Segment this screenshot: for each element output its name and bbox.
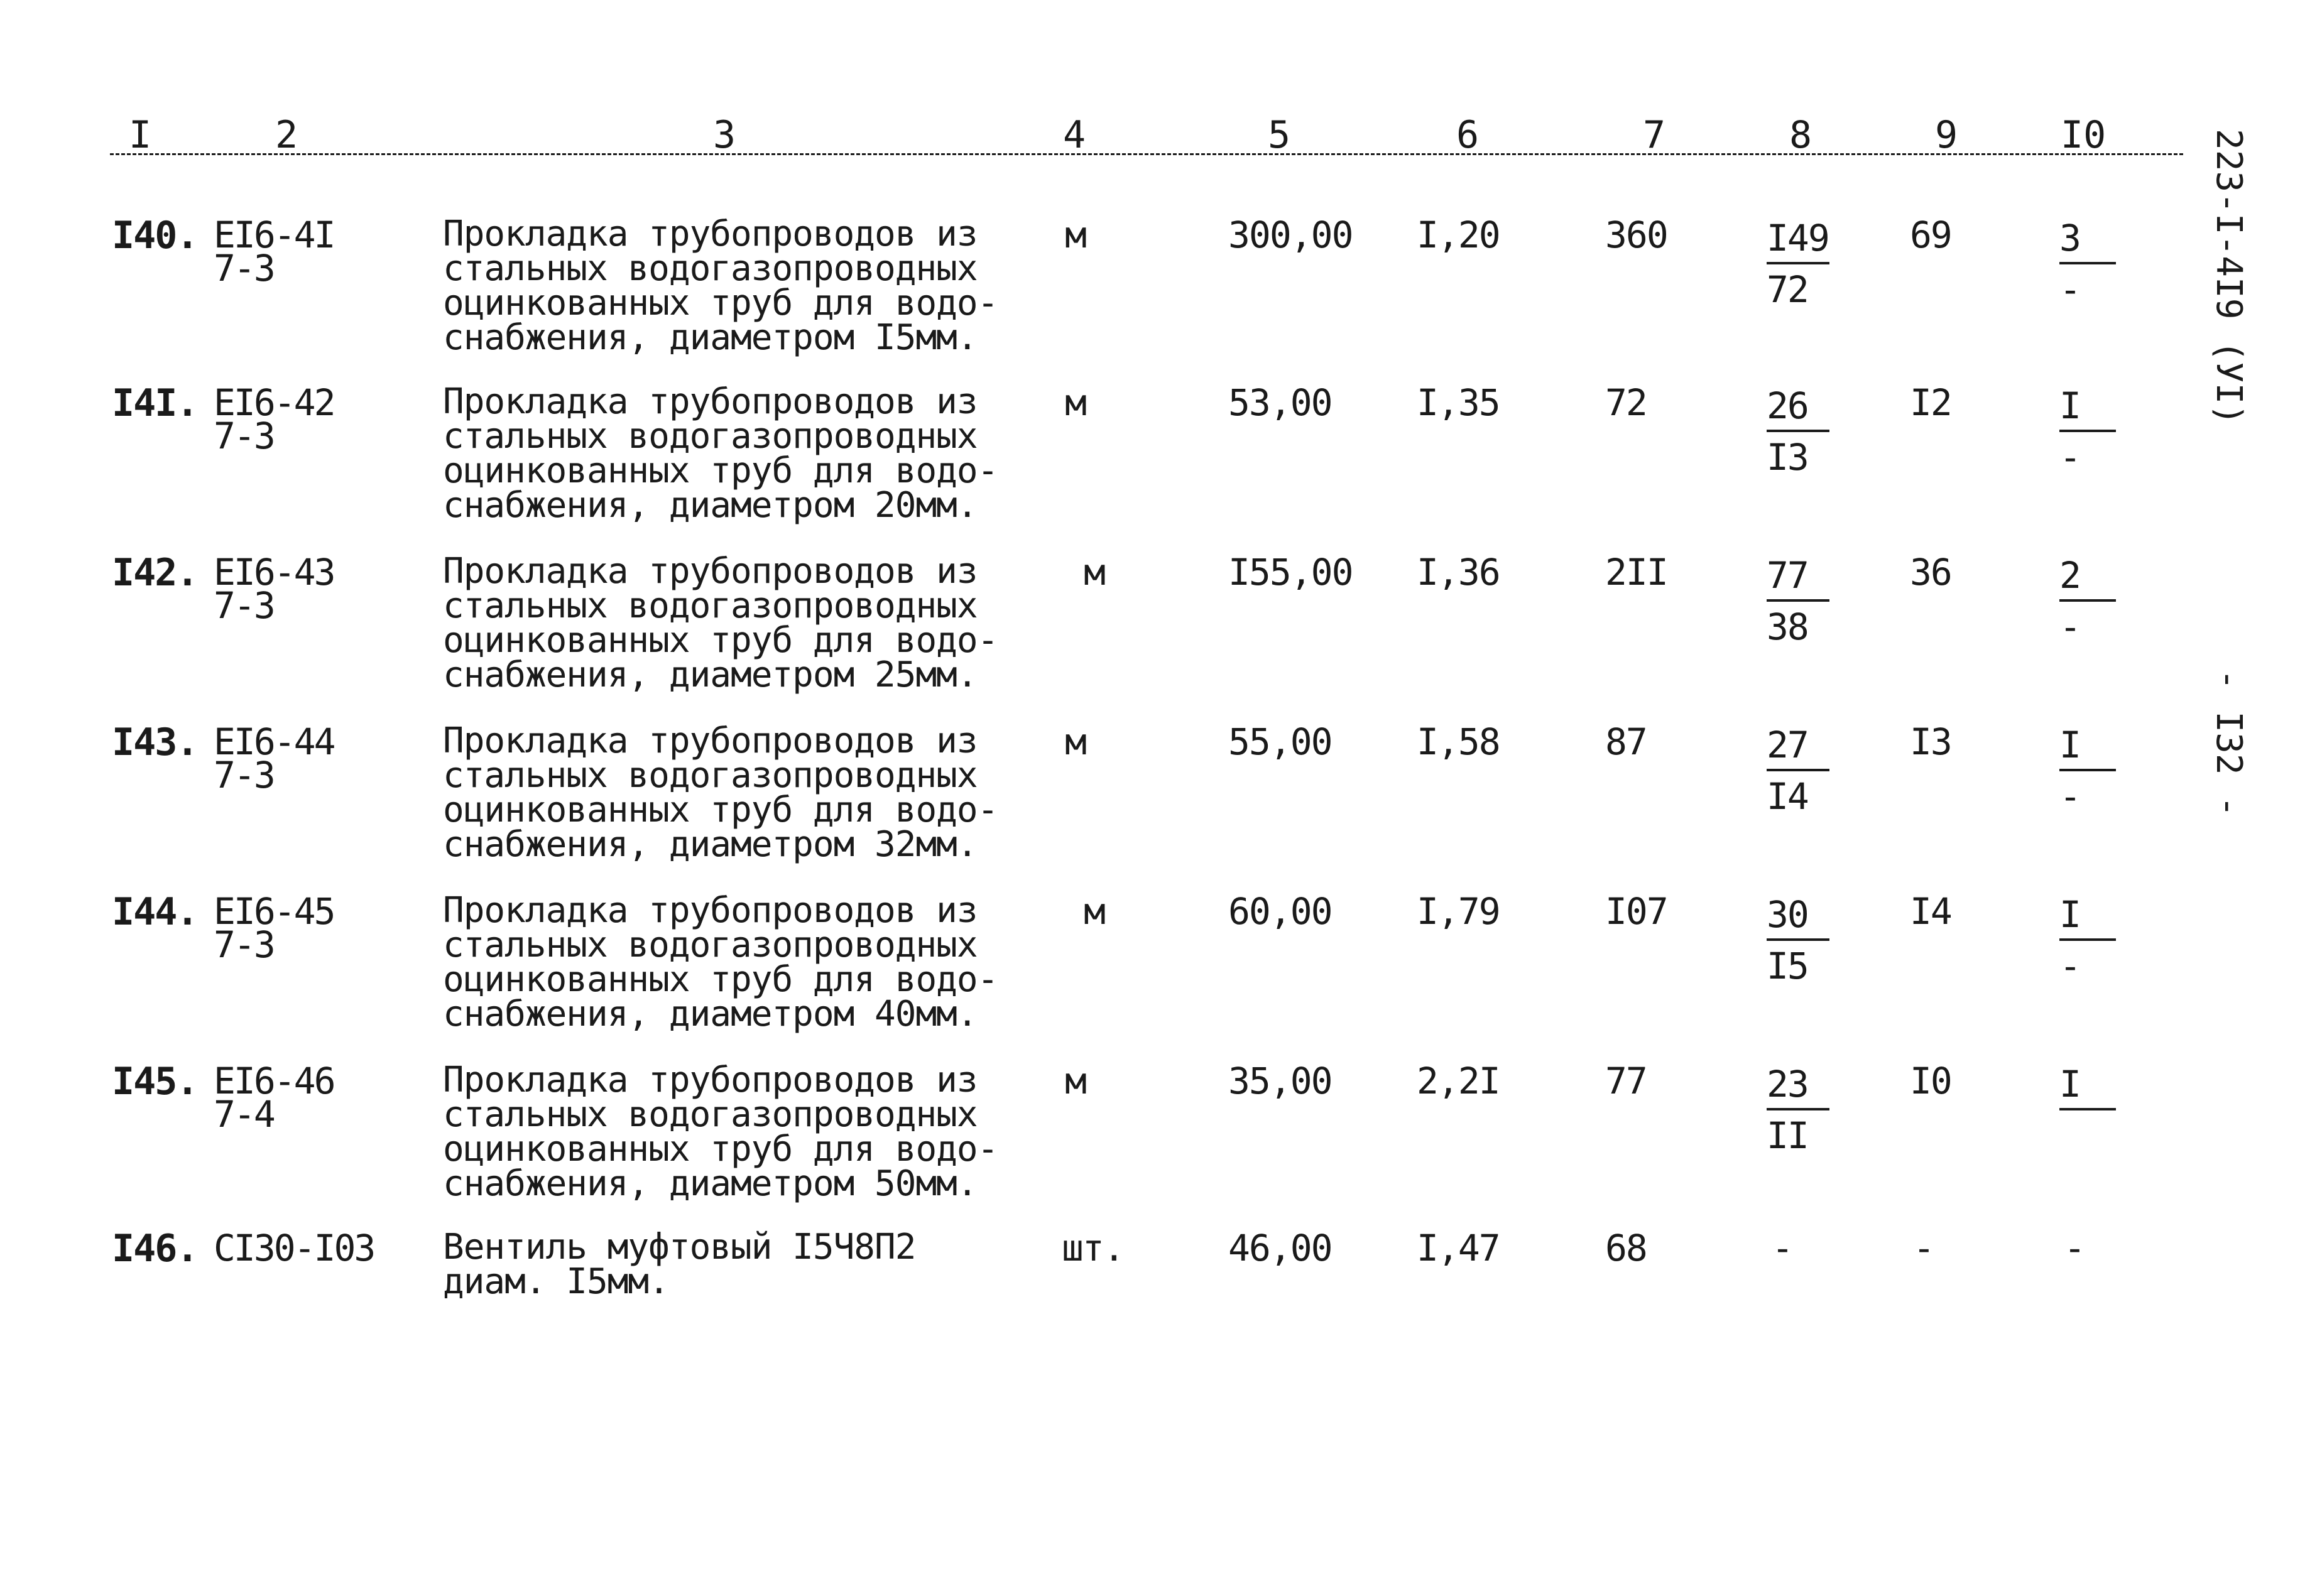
work-description-line: Прокладка трубопроводов из <box>443 214 978 254</box>
col10-fraction <box>2059 724 2116 818</box>
col10-fraction <box>2059 554 2116 648</box>
norm-code: EI6-43 <box>214 551 334 594</box>
work-description-line: оцинкованных труб для водо- <box>443 450 998 491</box>
row-number: I4I. <box>112 381 198 425</box>
col8-denominator: I3 <box>1767 436 1808 479</box>
unit: м <box>1065 720 1086 763</box>
unit-price: I,36 <box>1417 551 1500 594</box>
col8-numerator: 27 <box>1767 724 1829 771</box>
column-header-9: 9 <box>1935 113 1958 157</box>
total-cost: I07 <box>1605 890 1667 933</box>
row-number: I46. <box>112 1227 198 1271</box>
work-description-line: снабжения, диаметром 50мм. <box>443 1163 978 1204</box>
col8-numerator: I49 <box>1767 217 1829 264</box>
quantity: 53,00 <box>1228 381 1332 424</box>
col9-value: I4 <box>1910 890 1951 933</box>
col8-numerator: 77 <box>1767 554 1829 602</box>
work-description-line: оцинкованных труб для водо- <box>443 790 998 830</box>
unit-price: I,20 <box>1417 214 1500 256</box>
unit: м <box>1084 890 1104 933</box>
norm-code-sub: 7-3 <box>214 584 274 627</box>
work-description-line: оцинкованных труб для водо- <box>443 1129 998 1170</box>
unit: м <box>1084 551 1104 594</box>
row-number: I42. <box>112 551 198 595</box>
work-description-line: оцинкованных труб для водо- <box>443 283 998 323</box>
norm-code-sub: 7-3 <box>214 754 274 796</box>
work-description-line: снабжения, диаметром I5мм. <box>443 317 978 358</box>
unit: шт. <box>1062 1227 1124 1269</box>
column-header-7: 7 <box>1643 113 1666 157</box>
col9-value: I2 <box>1910 381 1951 424</box>
unit-price: I,47 <box>1417 1227 1500 1269</box>
total-cost: 360 <box>1605 214 1667 256</box>
side-document-code: 223-I-4I9 (УI) <box>2208 129 2249 426</box>
unit-price: I,79 <box>1417 890 1500 933</box>
total-cost: 2II <box>1605 551 1667 594</box>
norm-code-sub: 7-3 <box>214 923 274 966</box>
unit: м <box>1065 214 1086 256</box>
col9-value: - <box>1913 1227 1934 1269</box>
col9-value: 69 <box>1910 214 1951 256</box>
work-description-line: стальных водогазопроводных <box>443 248 978 289</box>
row-number: I44. <box>112 890 198 934</box>
work-description-line: снабжения, диаметром 40мм. <box>443 994 978 1034</box>
col8-fraction <box>1767 893 1829 987</box>
column-header-4: 4 <box>1063 113 1086 157</box>
header-divider-line <box>110 153 2183 155</box>
quantity: I55,00 <box>1228 551 1353 594</box>
col8-fraction <box>1767 217 1829 311</box>
row-number: I40. <box>112 214 198 258</box>
work-description-line: стальных водогазопроводных <box>443 1094 978 1135</box>
column-header-2: 2 <box>275 113 298 157</box>
column-header-5: 5 <box>1268 113 1291 157</box>
col8-fraction <box>1767 554 1829 648</box>
row-number: I45. <box>112 1060 198 1104</box>
col10-denominator: - <box>2059 775 2080 818</box>
norm-code: EI6-42 <box>214 381 334 424</box>
col8-denominator: I4 <box>1767 775 1808 818</box>
col9-value: 36 <box>1910 551 1951 594</box>
column-header-1: I <box>129 113 152 157</box>
col8-denominator: 38 <box>1767 605 1808 648</box>
total-cost: 72 <box>1605 381 1647 424</box>
side-page-number: - I32 - <box>2208 669 2249 818</box>
unit-price: 2,2I <box>1417 1060 1500 1102</box>
work-description-line: Прокладка трубопроводов из <box>443 381 978 422</box>
work-description-line: оцинкованных труб для водо- <box>443 620 998 661</box>
quantity: 35,00 <box>1228 1060 1332 1102</box>
row-number: I43. <box>112 720 198 764</box>
norm-code: EI6-44 <box>214 720 334 763</box>
col8-numerator: 26 <box>1767 384 1829 432</box>
col10-denominator: - <box>2059 945 2080 987</box>
column-header-8: 8 <box>1789 113 1812 157</box>
work-description-line: стальных водогазопроводных <box>443 416 978 457</box>
work-description-line: стальных водогазопроводных <box>443 585 978 626</box>
col8-numerator: 23 <box>1767 1063 1829 1110</box>
total-cost: 68 <box>1605 1227 1647 1269</box>
work-description-line: диам. I5мм. <box>443 1261 669 1302</box>
col9-value: I3 <box>1910 720 1951 763</box>
norm-code: EI6-45 <box>214 890 334 933</box>
col10-fraction <box>2059 1063 2116 1114</box>
col8-denominator: 72 <box>1767 268 1808 311</box>
norm-code: CI30-I03 <box>214 1227 374 1269</box>
unit-price: I,58 <box>1417 720 1500 763</box>
column-header-3: 3 <box>713 113 736 157</box>
work-description-line: Прокладка трубопроводов из <box>443 720 978 761</box>
col10-denominator <box>2059 1110 2116 1114</box>
column-header-10: I0 <box>2061 113 2107 157</box>
total-cost: 77 <box>1605 1060 1647 1102</box>
col8-numerator: 30 <box>1767 893 1829 941</box>
col8-denominator: I5 <box>1767 945 1808 987</box>
work-description-line: стальных водогазопроводных <box>443 755 978 796</box>
norm-code-sub: 7-3 <box>214 247 274 290</box>
norm-code-sub: 7-4 <box>214 1093 274 1136</box>
quantity: 46,00 <box>1228 1227 1332 1269</box>
quantity: 300,00 <box>1228 214 1353 256</box>
col9-value: I0 <box>1910 1060 1951 1102</box>
col8-fraction <box>1767 1063 1829 1157</box>
col10-fraction <box>2059 384 2116 479</box>
col10-numerator: I <box>2059 724 2116 771</box>
col10-fraction <box>2059 217 2116 311</box>
col10-denominator: - <box>2059 436 2080 479</box>
norm-code: EI6-4I <box>214 214 334 256</box>
col10-numerator: 3 <box>2059 217 2116 264</box>
work-description-line: Прокладка трубопроводов из <box>443 890 978 931</box>
column-header-6: 6 <box>1456 113 1480 157</box>
col10-numerator: 2 <box>2059 554 2116 602</box>
col8-value: - <box>1772 1227 1792 1269</box>
work-description-line: снабжения, диаметром 32мм. <box>443 824 978 865</box>
col10-numerator: I <box>2059 384 2116 432</box>
col8-fraction <box>1767 724 1829 818</box>
work-description-line: Прокладка трубопроводов из <box>443 551 978 592</box>
quantity: 55,00 <box>1228 720 1332 763</box>
work-description-line: Прокладка трубопроводов из <box>443 1060 978 1100</box>
work-description-line: снабжения, диаметром 25мм. <box>443 654 978 695</box>
unit-price: I,35 <box>1417 381 1500 424</box>
work-description-line: снабжения, диаметром 20мм. <box>443 485 978 526</box>
col10-denominator: - <box>2059 605 2080 648</box>
norm-code: EI6-46 <box>214 1060 334 1102</box>
col10-fraction <box>2059 893 2116 987</box>
total-cost: 87 <box>1605 720 1647 763</box>
unit: м <box>1065 1060 1086 1102</box>
work-description-line: Вентиль муфтовый I5Ч8П2 <box>443 1227 916 1268</box>
col10-numerator: I <box>2059 893 2116 941</box>
col8-fraction <box>1767 384 1829 479</box>
quantity: 60,00 <box>1228 890 1332 933</box>
work-description-line: оцинкованных труб для водо- <box>443 959 998 1000</box>
unit: м <box>1065 381 1086 424</box>
col8-denominator: II <box>1767 1114 1808 1157</box>
work-description-line: стальных водогазопроводных <box>443 925 978 965</box>
col10-denominator: - <box>2059 268 2080 311</box>
col10-value: - <box>2064 1227 2085 1269</box>
col10-numerator: I <box>2059 1063 2116 1110</box>
norm-code-sub: 7-3 <box>214 415 274 457</box>
